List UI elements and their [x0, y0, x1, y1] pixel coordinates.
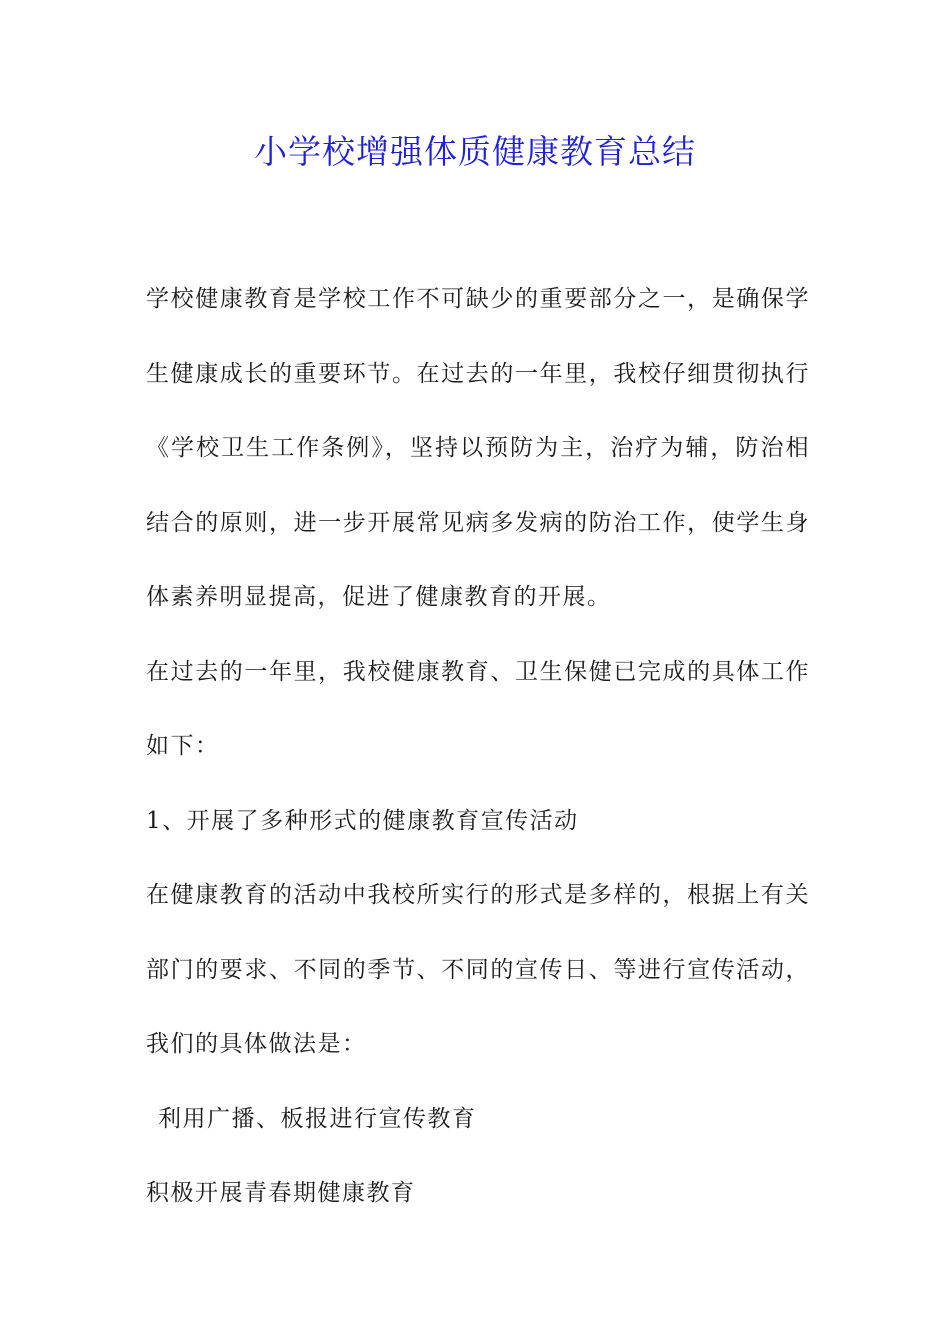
document-title: 小学校增强体质健康教育总结: [254, 132, 696, 171]
section-heading-1: 1、开展了多种形式的健康教育宣传活动: [146, 807, 579, 834]
list-item-puberty-education: 积极开展青春期健康教育: [146, 1180, 416, 1206]
list-item-broadcast: 利用广播、板报进行宣传教育: [158, 1105, 477, 1132]
paragraph-activities: 在健康教育的活动中我校所实行的形式是多样的，根据上有关部门的要求、不同的季节、不同的宣传日、等进行宣传活动，我们的具体做法是：: [146, 882, 810, 1057]
paragraph-intro: 学校健康教育是学校工作不可缺少的重要部分之一，是确保学生健康成长的重要环节。在过去的一年里，我校仔细贯彻执行《学校卫生工作条例》，坚持以预防为主，治疗为辅，防治相结合的原则，进一步开展常见病多发病的防治工作，使学生身体素养明显提高，促进了健康教育的开展。: [146, 286, 810, 610]
document-body: [146, 262, 810, 1231]
paragraph-summary-lead: 在过去的一年里，我校健康教育、卫生保健已完成的具体工作如下：: [146, 658, 810, 759]
